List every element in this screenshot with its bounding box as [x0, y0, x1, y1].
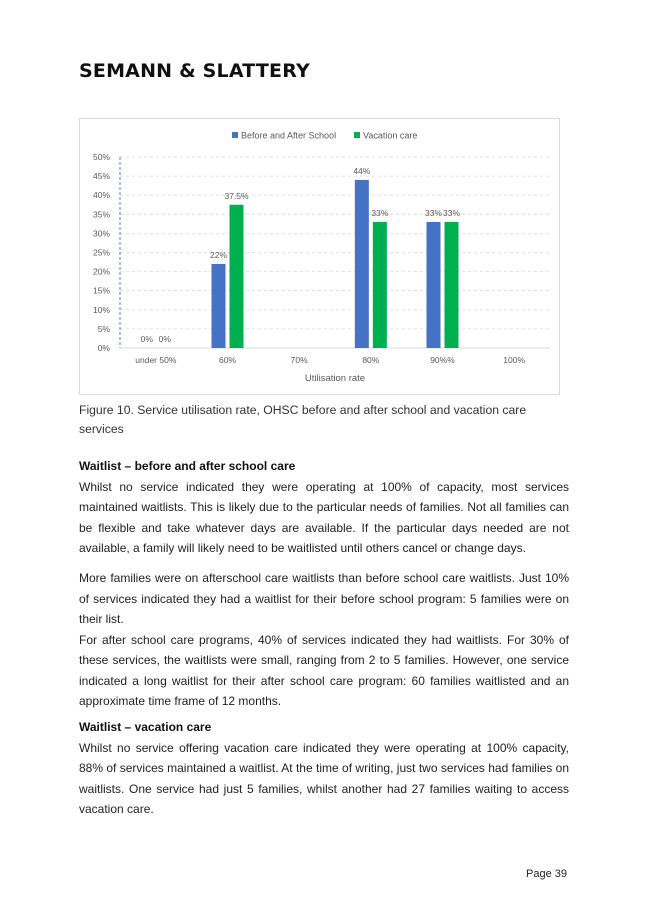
- paragraph: For after school care programs, 40% of services indicated they had waitlists. For 30% of these services, the waitlists were small, ranging from 2 to 5 families. However, one service indicated a long waitlist for their after school care program: 60 families waitlisted and an approximate time frame of 12 months.: [79, 632, 569, 708]
- y-tick-label: 10%: [92, 304, 110, 315]
- section-before-after-school: [79, 456, 569, 559]
- data-label: 33%: [442, 207, 461, 218]
- x-tick-label: 60%: [218, 355, 237, 365]
- page-number: Page 39: [526, 868, 567, 880]
- bar-vacation-care: [373, 222, 387, 348]
- x-axis-title: Utilisation rate: [304, 373, 366, 384]
- data-label: 0%: [158, 334, 171, 344]
- paragraph: Whilst no service offering vacation care indicated they were operating at 100% capacity, 88% of services maintained a waitlist. At the time of writing, just two services had families on waitlists. One service had just 5 families, whilst another had 27 families waiting to access vacation care.: [79, 740, 569, 816]
- legend-swatch: [232, 132, 238, 138]
- paragraph: Whilst no service indicated they were operating at 100% of capacity, most services maintained waitlists. This is likely due to the particular needs of families. Not all families can be flexible and take whatever days are available. If the particular days needed are not available, a family will likely need to be waitlisted until others cancel or change days.: [79, 479, 569, 555]
- bar-before-after-school: [355, 180, 369, 348]
- legend-label: Before and After School: [241, 130, 337, 141]
- section-heading: Waitlist – vacation care: [79, 720, 212, 734]
- chart-canvas: [80, 119, 561, 396]
- y-tick-label: 25%: [92, 247, 110, 258]
- data-label: 33%: [371, 207, 389, 218]
- figure-caption: Figure 10. Service utilisation rate, OHSC before and after school and vacation care services: [79, 403, 527, 436]
- bar-before-after-school: [212, 264, 226, 348]
- paragraph: More families were on afterschool care waitlists than before school care waitlists. Just 10% of services indicated they had a waitlist for their before school program: 5 families were on their list.: [79, 571, 569, 626]
- data-label: 33%: [424, 207, 443, 218]
- bar-before-after-school: [427, 222, 441, 348]
- x-tick-label: 70%: [290, 355, 308, 365]
- y-tick-label: 0%: [97, 343, 110, 353]
- y-tick-label: 30%: [92, 228, 110, 239]
- section-waitlist-details: [79, 568, 569, 712]
- x-tick-label: 90%%: [430, 355, 455, 365]
- legend-swatch: [354, 132, 360, 138]
- y-tick-label: 15%: [92, 285, 110, 296]
- data-label: 22%: [209, 249, 228, 260]
- bar-vacation-care: [230, 205, 244, 348]
- data-label: 37.5%: [224, 190, 249, 201]
- y-tick-label: 5%: [97, 323, 110, 334]
- utilisation-chart: [79, 118, 560, 395]
- section-vacation-care: [79, 717, 569, 820]
- y-tick-label: 20%: [92, 266, 110, 277]
- data-label: 0%: [140, 334, 153, 344]
- x-tick-label: 100%: [503, 355, 526, 365]
- x-tick-label: under 50%: [135, 355, 177, 365]
- data-label: 44%: [353, 165, 371, 176]
- y-tick-label: 50%: [92, 152, 110, 162]
- section-heading: Waitlist – before and after school care: [79, 459, 296, 473]
- y-tick-label: 35%: [92, 209, 110, 220]
- bar-vacation-care: [445, 222, 459, 348]
- x-tick-label: 80%: [362, 355, 380, 365]
- legend-label: Vacation care: [363, 130, 418, 141]
- y-tick-label: 40%: [92, 190, 110, 201]
- brand-logo: SEMANN & SLATTERY: [79, 60, 310, 82]
- y-tick-label: 45%: [92, 171, 110, 182]
